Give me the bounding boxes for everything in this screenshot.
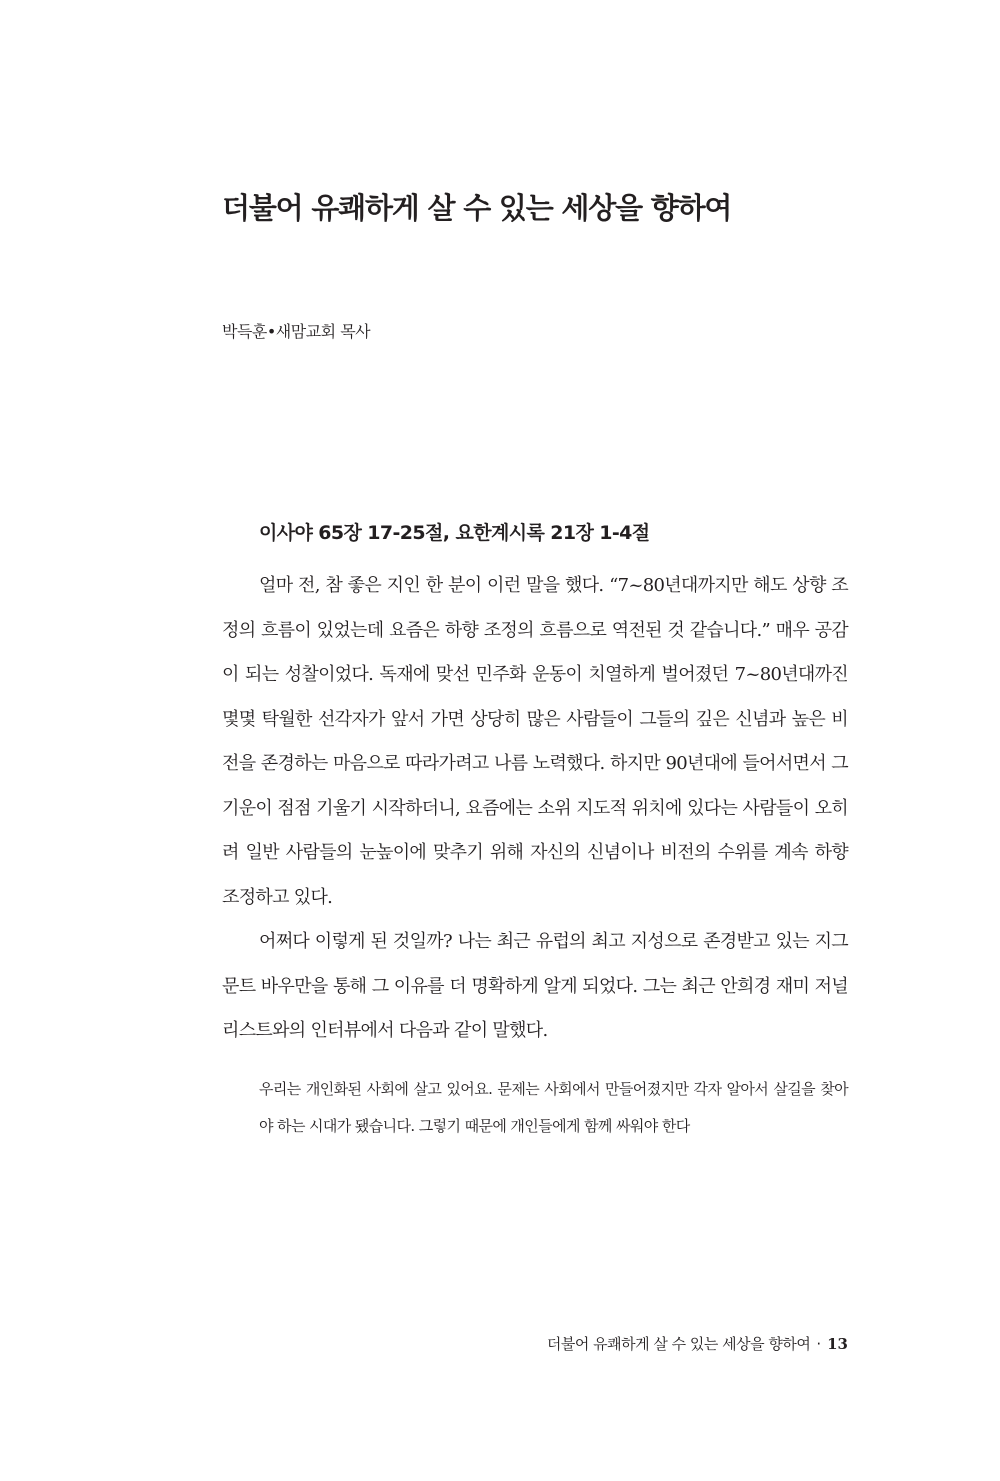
paragraph-2: 어쩌다 이렇게 된 것일까? 나는 최근 유럽의 최고 지성으로 존경받고 있는 지그문트 바우만을 통해 그 이유를 더 명확하게 알게 되었다. 그는 최근 안희경 재미 저널리스트와의 인터뷰에서 다음과 같이 말했다. [222, 931, 848, 1041]
scripture-reference: 이사야 65장 17-25절, 요한계시록 21장 1-4절 [259, 522, 650, 544]
author-line: 박득훈•새맘교회 목사 [222, 322, 371, 341]
footer-separator: · [816, 1335, 822, 1353]
body-text [222, 564, 848, 1054]
page-footer [547, 1333, 848, 1356]
page-number: 13 [827, 1335, 848, 1353]
running-title: 더불어 유쾌하게 살 수 있는 세상을 향하여 [546, 1335, 811, 1353]
block-quote: 우리는 개인화된 사회에 살고 있어요. 문제는 사회에서 만들어졌지만 각자 알아서 살길을 찾아야 하는 시대가 됐습니다. 그렇기 때문에 개인들에게 함께 싸워야 한다 [259, 1080, 848, 1135]
article-title: 더불어 유쾌하게 살 수 있는 세상을 향하여 [222, 191, 732, 225]
paragraph-1: 얼마 전, 참 좋은 지인 한 분이 이런 말을 했다. “7~80년대까지만 해도 상향 조정의 흐름이 있었는데 요즘은 하향 조정의 흐름으로 역전된 것 같습니다.” 매우 공감이 되는 성찰이었다. 독재에 맞선 민주화 운동이 치열하게 벌어졌던 7~80년대까진 몇몇 탁월한 선각자가 앞서 가면 상당히 많은 사람들이 그들의 깊은 신념과 높은 비전을 존경하는 마음으로 따라가려고 나름 노력했다. 하지만 90년대에 들어서면서 그 기운이 점점 기울기 시작하더니, 요즘에는 소위 지도적 위치에 있다는 사람들이 오히려 일반 사람들의 눈높이에 맞추기 위해 자신의 신념이나 비전의 수위를 계속 하향 조정하고 있다. [222, 575, 848, 908]
